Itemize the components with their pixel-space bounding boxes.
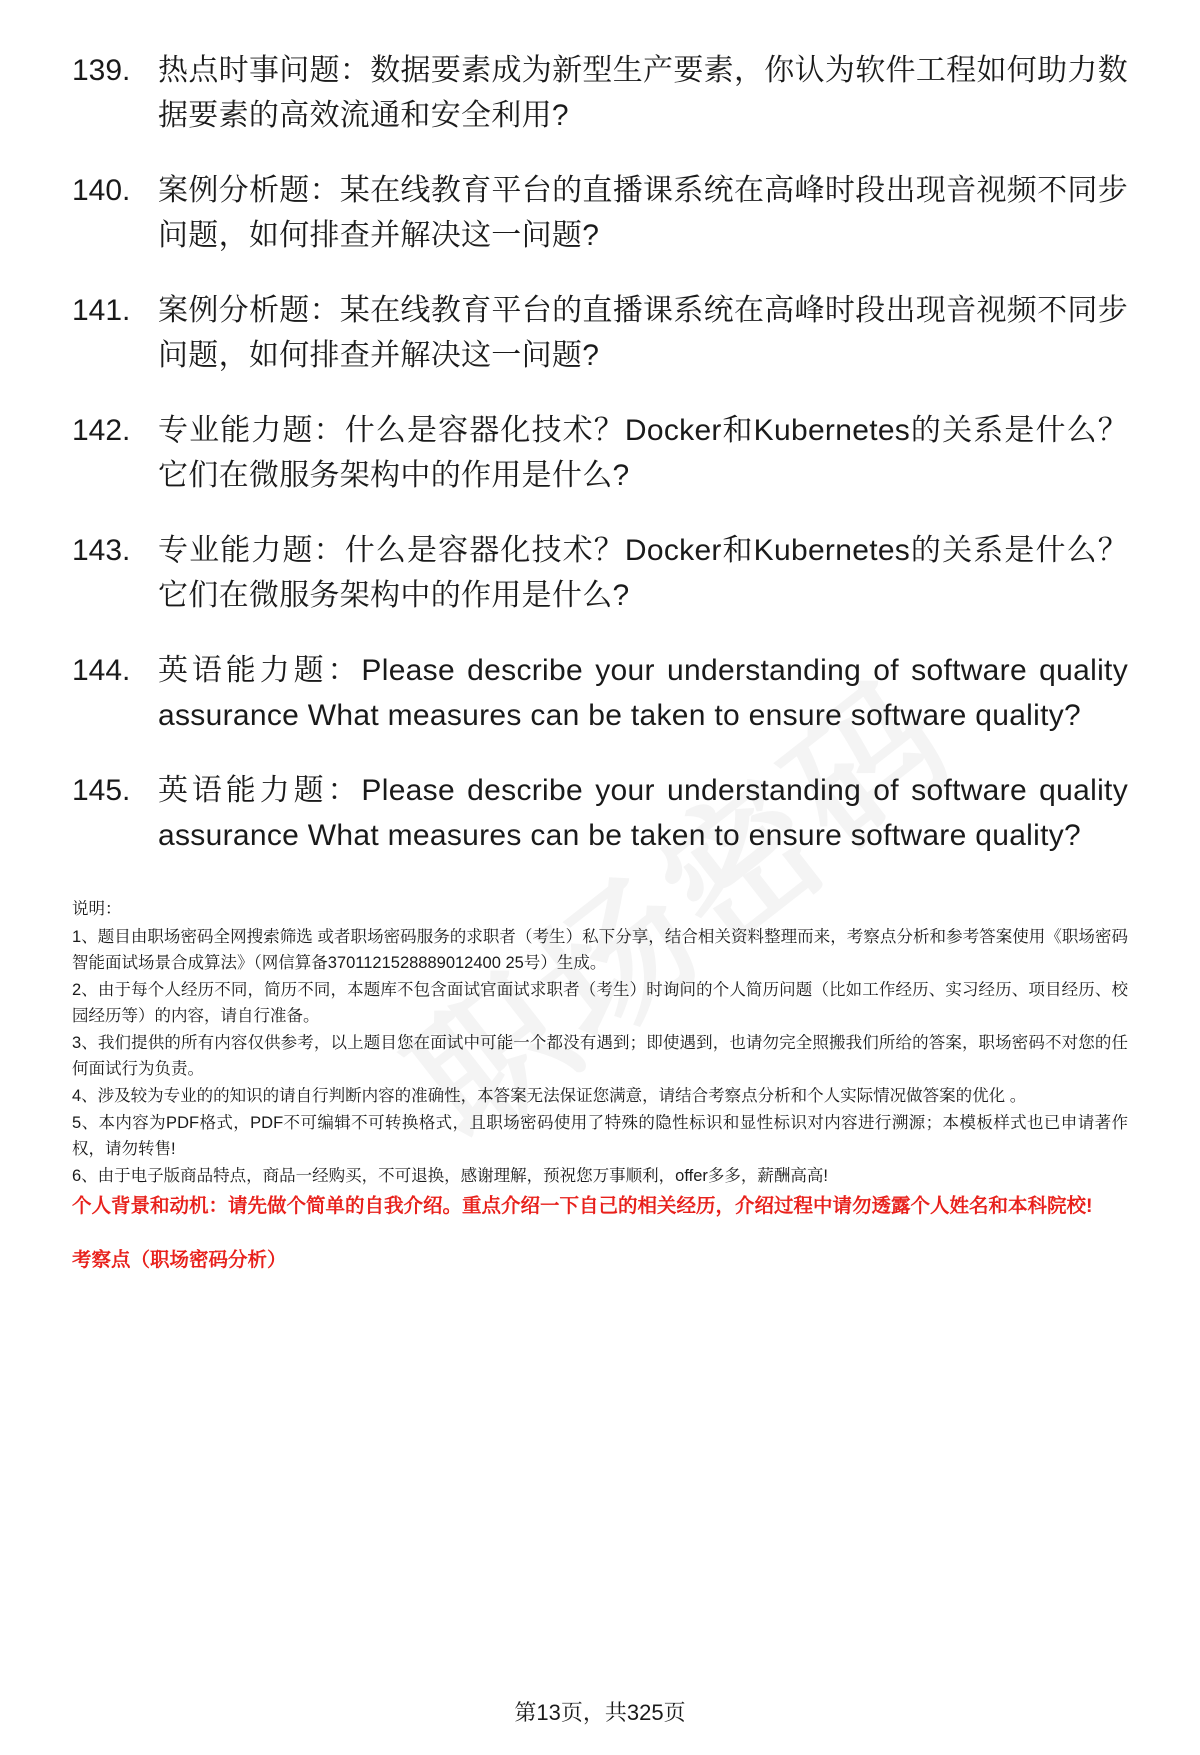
notes-block <box>72 896 1128 1276</box>
note-item: 4、涉及较为专业的的知识的请自行判断内容的准确性，本答案无法保证您满意，请结合考察点分析和个人实际情况做答案的优化 。 <box>72 1087 1027 1105</box>
notes-items <box>72 924 1128 1189</box>
note-item: 2、由于每个人经历不同，简历不同，本题库不包含面试官面试求职者（考生）时询问的个人简历问题（比如工作经历、实习经历、项目经历、校园经历等）的内容，请自行准备。 <box>72 981 1128 1025</box>
page-footer: 第13页，共325页 <box>514 1700 686 1725</box>
question-number: 144. <box>72 654 131 687</box>
note-item: 6、由于电子版商品特点，商品一经购买，不可退换，感谢理解，预祝您万事顺利，offer多多，薪酬高高! <box>72 1167 828 1185</box>
note-item: 5、本内容为PDF格式，PDF不可编辑不可转换格式，且职场密码使用了特殊的隐性标识和显性标识对内容进行溯源；本模板样式也已申请著作权，请勿转售! <box>72 1114 1128 1158</box>
question-text: 案例分析题：某在线教育平台的直播课系统在高峰时段出现音视频不同步问题，如何排查并解决这一问题? <box>158 174 1128 252</box>
page-content <box>72 48 1128 1276</box>
list-item <box>72 408 1128 498</box>
question-number: 142. <box>72 414 131 447</box>
question-text: 案例分析题：某在线教育平台的直播课系统在高峰时段出现音视频不同步问题，如何排查并解决这一问题? <box>158 294 1128 372</box>
list-item <box>72 48 1128 138</box>
background-motivation-heading: 个人背景和动机：请先做个简单的自我介绍。重点介绍一下自己的相关经历，介绍过程中请勿透露个人姓名和本科院校! <box>72 1195 1093 1217</box>
notes-title: 说明： <box>72 900 122 918</box>
list-item <box>72 168 1128 258</box>
list-item <box>72 528 1128 618</box>
question-number: 145. <box>72 774 131 807</box>
question-text: 热点时事问题：数据要素成为新型生产要素，你认为软件工程如何助力数据要素的高效流通和安全利用? <box>158 54 1128 132</box>
list-item <box>72 768 1128 858</box>
question-text: 专业能力题：什么是容器化技术？Docker和Kubernetes的关系是什么？它们在微服务架构中的作用是什么? <box>158 534 1128 612</box>
question-number: 139. <box>72 54 131 87</box>
question-text: 英语能力题：Please describe your understanding of software quality assurance What measures can be taken to ensure software quality? <box>158 774 1128 852</box>
note-item: 1、题目由职场密码全网搜索筛选 或者职场密码服务的求职者（考生）私下分享，结合相关资料整理而来，考察点分析和参考答案使用《职场密码智能面试场景合成算法》（网信算备3701121528889012400 25号）生成。 <box>72 928 1128 972</box>
question-list <box>72 48 1128 858</box>
question-number: 141. <box>72 294 131 327</box>
question-text: 英语能力题：Please describe your understanding of software quality assurance What measures can be taken to ensure software quality? <box>158 654 1128 732</box>
note-item: 3、我们提供的所有内容仅供参考，以上题目您在面试中可能一个都没有遇到；即使遇到，也请勿完全照搬我们所给的答案，职场密码不对您的任何面试行为负责。 <box>72 1034 1128 1078</box>
list-item <box>72 648 1128 738</box>
question-number: 140. <box>72 174 131 207</box>
question-text: 专业能力题：什么是容器化技术？Docker和Kubernetes的关系是什么？它们在微服务架构中的作用是什么? <box>158 414 1128 492</box>
question-number: 143. <box>72 534 131 567</box>
list-item <box>72 288 1128 378</box>
assessment-point-heading: 考察点（职场密码分析） <box>72 1249 287 1271</box>
